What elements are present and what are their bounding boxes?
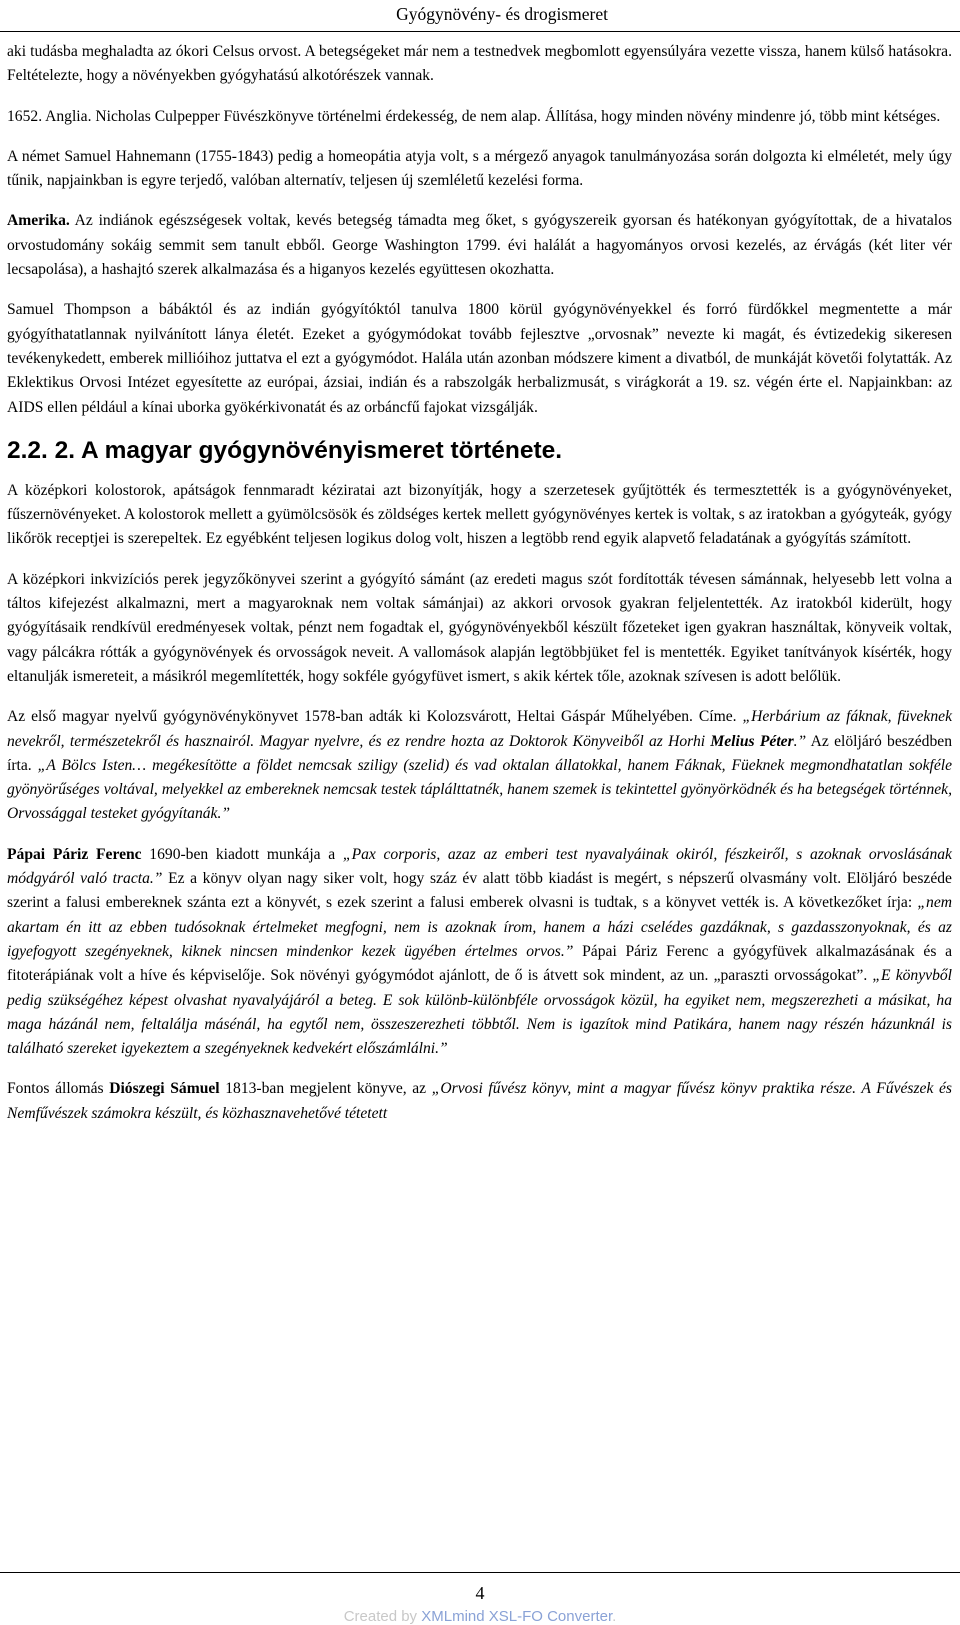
footer-divider — [0, 1572, 960, 1573]
paragraph-culpepper: 1652. Anglia. Nicholas Culpepper Füvészkönyve történelmi érdekesség, de nem alap. Állítása, hogy minden növény mindenre jó, több mint kétséges. — [7, 107, 941, 125]
author-papai-pariz: Pápai Páriz Ferenc — [7, 845, 142, 863]
quote-bolcs-isten: „A Bölcs Isten… megékesítötte a földet nemcsak sziligy (szelid) és vad oktalan állatokkal, hanem Fáknak, Füeknek megmondhatatlan sokféle gyönyörűséges voltával, melyekkel az embereknek nemcsak testek táplálttatnék, hanem szemek is tekintettel gyönyörködnék és ha betegségek történnek, Orvossággal testeket gyógyítanák.” — [7, 756, 952, 823]
document-body — [7, 40, 952, 1142]
header-title: Gyógynövény- és drogismeret — [396, 4, 608, 24]
author-name: Melius Péter — [710, 732, 794, 750]
paragraph-hahnemann: A német Samuel Hahnemann (1755-1843) pedig a homeopátia atyja volt, s a mérgező anyagok tanulmányozása során dolgozta ki elméletét, mely úgy tűnik, napjainkban is egyre terjedő, valóban alternatív, teljesen új szemléletű kezelési forma. — [7, 147, 952, 190]
page-number: 4 — [475, 1583, 485, 1603]
paragraph-celsus: aki tudásba meghaladta az ókori Celsus orvost. A betegségeket már nem a testnedvek megbomlott egyensúlyára vezette vissza, hanem külső hatásokra. Feltételezte, hogy a növényekben gyógyhatású alkotórészek vannak. — [7, 43, 952, 85]
paragraph-papai-pariz: Pápai Páriz Ferenc 1690-ben kiadott munkája a „Pax corporis, azaz az emberi test nyavalyáinak okiról, fészkeiről, s azoknak orvoslásának módgyáról való tracta.” Ez a könyv olyan nagy siker volt, hogy száz év alatt több kiadást is megért, s népszerű olvasmány volt. Elöljáró beszéde szerint a falusi embereknek szánta ezt a könyvét, s ezek szerint a falusi emberek olvasni is tudtak, s a könyvet vették is. A következőket írja: „nem akartam én itt az ebben tudósoknak értelmeket megfogni, nem is azoknak írom, hanem a házi cselédes gazdáknak, s gazdasszonyoknak, és az igyefogyott szegényeknek, kiknek nincsen mindenkor kezek ügyében értelmes orvos.” Pápai Páriz Ferenc a gyógyfüvek alkalmazásának és a fitoterápiának volt a híve és képviselője. Sok növényi gyógymódot ajánlott, de ő is átvett sok mindent, az un. „paraszti orvosságokat”. „E könyvből pedig szükségéhez képest olvashat nyavalyájáról a beteg. E sok különb-különbféle orvosságok közül, ha egyiket nem, megszerezheti a másikat, ha maga házánál nem, feltalálja másénál, ha egytől nem, összeszerezheti többtől. Nem is igazítok mind Patikára, hanem nagy részén házunknál is található szereket igyekeztem a szegényeknek kedvekért előszámlálni.” — [7, 845, 952, 1058]
paragraph-amerika: Amerika. Az indiánok egészségesek voltak, kevés betegség támadta meg őket, s gyógyszereik gyorsan és hatékonyan gyógyítottak, de a hivatalos orvostudomány sokáig semmit sem tanult ebből. George Washington 1799. évi halálát a hagyományos orvosi kezelés, az érvágás (két liter vér lecsapolása), a hashajtó szerek alkalmazása és a higanyos kezelés együttesen okozhatta. — [7, 212, 952, 279]
author-dioszegi: Diószegi Sámuel — [109, 1080, 220, 1098]
paragraph-thompson: Samuel Thompson a bábáktól és az indián gyógyítóktól tanulva 1800 körül gyógynövényekkel és forró fürdőkkel megmentette a már gyógyíthatatlannak nyilvánított lánya életét. Ezeket a gyógymódokat tovább fejlesztve „orvosnak” nevezte ki magát, és évtizedekig sikeresen tevékenykedett, emberek millióihoz juttatva el ezt a gyógymódot. Halála után azonban módszere kiment a divatból, de munkáját követői folytatták. Az Eklektikus Orvosi Intézet egyesítette az európai, ázsiai, indián és a rabszolgák herbalizmusát, s virágkorát a 19. sz. végén érte el. Napjainkban: az AIDS ellen például a kínai uborka gyökérkivonatát és az orbáncfű fajokat vizsgálják. — [7, 301, 952, 416]
header-divider — [0, 31, 960, 32]
converter-credit: Created by XMLmind XSL-FO Converter. — [343, 1608, 617, 1625]
converter-link[interactable]: XMLmind XSL-FO Converter — [421, 1608, 613, 1625]
section-heading: 2.2. 2. A magyar gyógynövényismeret története. — [7, 436, 563, 464]
paragraph-inkvizicio: A középkori inkvizíciós perek jegyzőkönyvei szerint a gyógyító sámánt (az eredeti magus szót fordították tévesen sámánnak, helyesebb lett volna a táltos kifejezést alkalmazni, mert a magyaroknak nem voltak sámánjai) az akkori orvosok gyakran feljelentették. Az iratokból kiderült, hogy gyógyításaik rendkívül eredményesek voltak, pénzt nem fogadtak el, gyógynövényekből készült főzeteket igen gyakran használtak, könyveik voltak, vagy pálcákra rótták a gyógynövények és orvosságok neveit. A vallomások alapján legtöbbjüket fel is mentették. Egyiket tanítványok kísérték, hogy eltanulják ismereteit, a másikról megemlítették, hogy sokféle gyógyfüvet ismert, s akik kértek tőle, azoknak szívesen is adott belőlük. — [7, 570, 952, 685]
page-header — [0, 0, 960, 30]
amerika-label: Amerika. — [7, 212, 70, 230]
paragraph-dioszegi: Fontos állomás Diószegi Sámuel 1813-ban megjelent könyve, az „Orvosi fűvész könyv, mint a magyar fűvész könyv praktika része. A Fűvészek és Nemfűvészek számokra készült, és közhasznavehetővé tétetett — [7, 1080, 952, 1122]
paragraph-kolostorok: A középkori kolostorok, apátságok fennmaradt kéziratai azt bizonyítják, hogy a szerzetesek gyűjtötték és termesztették is a gyógynövényeket, fűszernövényeket. A kolostorok mellett a gyümölcsösök és zöldséges kertek mellett gyógynövényes kertek is voltak, s az iratokban a gyógyteák, gyógy likőrök receptjei is szerepeltek. Ez egyébként teljesen logikus dolog volt, hiszen a legtöbb rend egyik alapvető feladatának a gyógyítás számított. — [7, 481, 952, 548]
paragraph-herbarium: Az első magyar nyelvű gyógynövénykönyvet 1578-ban adták ki Kolozsvárott, Heltai Gáspár Műhelyében. Címe. „Herbárium az fáknak, füveknek nevekről, természetekről és hasznairól. Magyar nyelvre, és ez rendre hozta az Doktorok Könyveiből az Horhi Melius Péter.” Az elöljáró beszédben írta. „A Bölcs Isten… megékesítötte a földet nemcsak sziligy (szelid) és vad oktalan állatokkal, hanem Fáknak, Füeknek megmondhatatlan sokféle gyönyörűséges voltával, melyekkel az embereknek nemcsak testek táplálttatnék, hanem szemek is tekintettel gyönyörködnék és ha betegségek történnek, Orvossággal testeket gyógyítanák.” — [7, 708, 952, 823]
